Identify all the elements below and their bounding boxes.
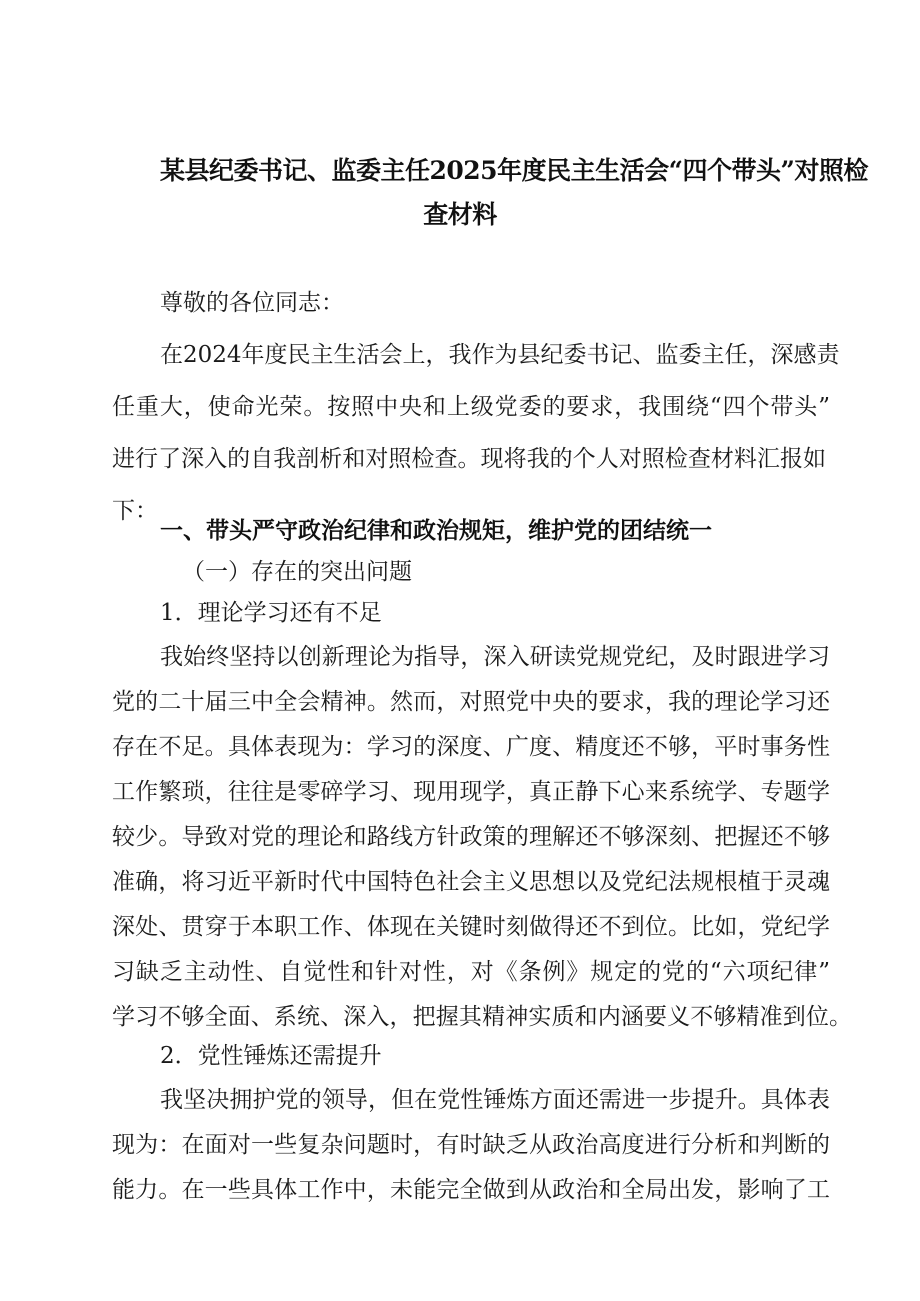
item-2-body-line: 现为：在面对一些复杂问题时，有时缺乏从政治高度进行分析和判断的 [112, 1132, 830, 1158]
subsection-1-heading: （一）存在的突出问题 [182, 559, 412, 585]
item-1-body-line: 工作繁琐，往往是零碎学习、现用现学，真正静下心来系统学、专题学 [112, 779, 830, 805]
item-1-body-line: 深处、贯穿于本职工作、体现在关键时刻做得还不到位。比如，党纪学 [112, 914, 830, 940]
item-1-body-line: 党的二十届三中全会精神。然而，对照党中央的要求，我的理论学习还 [112, 689, 830, 715]
item-1-body-line: 学习不够全面、系统、深入，把握其精神实质和内涵要义不够精准到位。 [112, 1004, 852, 1030]
item-1-heading: 1．理论学习还有不足 [160, 600, 382, 626]
item-2-body-line: 我坚决拥护党的领导，但在党性锤炼方面还需进一步提升。具体表 [160, 1087, 830, 1113]
item-1-body-line: 存在不足。具体表现为：学习的深度、广度、精度还不够，平时事务性 [112, 734, 830, 760]
intro-line: 任重大，使命光荣。按照中央和上级党委的要求，我围绕“四个带头” [112, 394, 830, 420]
salutation: 尊敬的各位同志： [160, 290, 344, 316]
intro-line: 进行了深入的自我剖析和对照检查。现将我的个人对照检查材料汇报如 [112, 446, 826, 472]
intro-line: 下： [112, 498, 158, 524]
item-2-body-line: 能力。在一些具体工作中，未能完全做到从政治和全局出发，影响了工 [112, 1177, 830, 1203]
intro-line: 在2024年度民主生活会上，我作为县纪委书记、监委主任，深感责 [160, 342, 840, 368]
item-1-body-line: 较少。导致对党的理论和路线方针政策的理解还不够深刻、把握还不够 [112, 824, 830, 850]
item-2-heading: 2．党性锤炼还需提升 [160, 1043, 382, 1069]
item-1-body-line: 我始终坚持以创新理论为指导，深入研读党规党纪，及时跟进学习 [160, 644, 830, 670]
document-title-line-2: 查材料 [423, 200, 497, 229]
document-title-line-1: 某县纪委书记、监委主任2025年度民主生活会“四个带头”对照检 [160, 156, 868, 185]
item-1-body-line: 习缺乏主动性、自觉性和针对性，对《条例》规定的党的“六项纪律” [112, 959, 830, 985]
section-1-heading: 一、带头严守政治纪律和政治规矩，维护党的团结统一 [160, 517, 712, 544]
item-1-body-line: 准确，将习近平新时代中国特色社会主义思想以及党纪法规根植于灵魂 [112, 869, 830, 895]
